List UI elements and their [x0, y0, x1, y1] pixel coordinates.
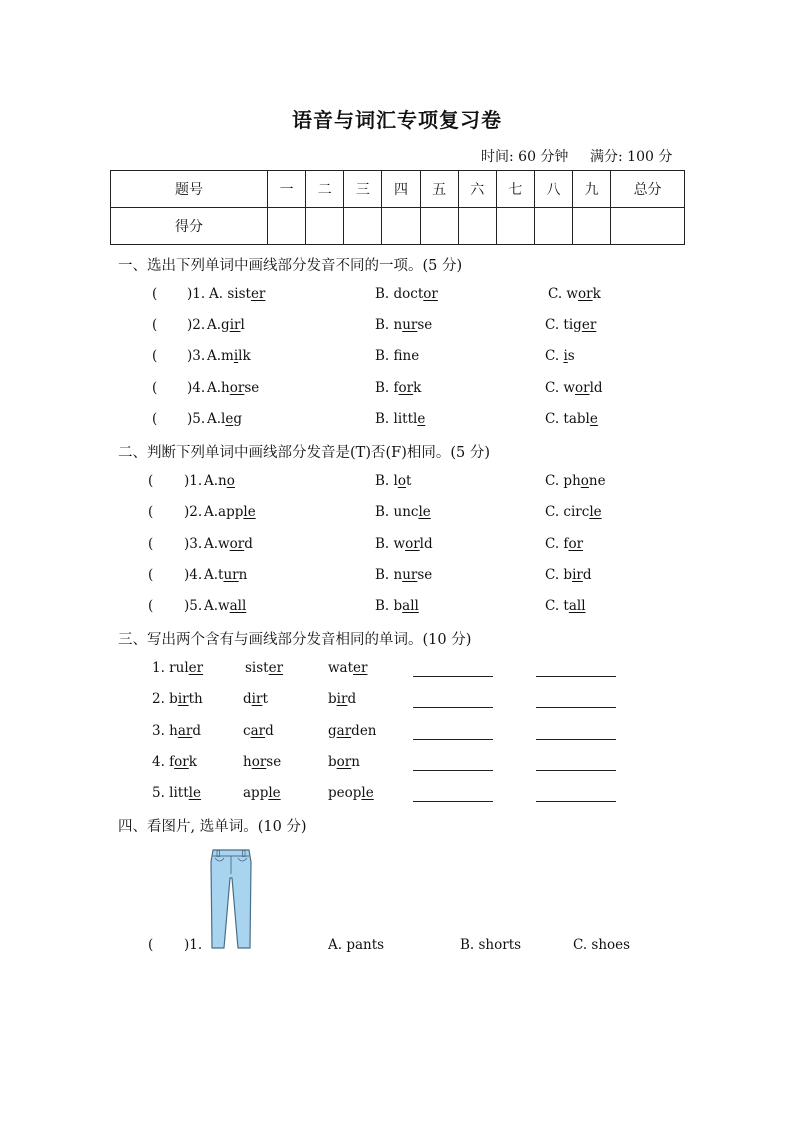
- answer-paren[interactable]: (: [148, 598, 154, 614]
- word-3: born: [328, 754, 360, 770]
- score-table-cell: 总分: [611, 171, 685, 208]
- exam-time: 时间: 60 分钟: [481, 149, 569, 165]
- word-3: bird: [328, 691, 357, 707]
- word-1: 3. hard: [152, 723, 202, 739]
- answer-paren[interactable]: (: [148, 504, 154, 520]
- word-3: people: [328, 785, 374, 801]
- word-3: water: [328, 660, 368, 676]
- option-a: A.no: [204, 473, 235, 489]
- pants-icon: [208, 848, 254, 950]
- answer-paren[interactable]: (: [148, 536, 154, 552]
- answer-blank[interactable]: [413, 707, 493, 708]
- word-2: dirt: [243, 691, 268, 707]
- option-b: B. world: [375, 536, 433, 552]
- option-c: C. tall: [545, 598, 586, 614]
- answer-blank[interactable]: [536, 801, 616, 802]
- option-b[interactable]: B. doctor: [375, 286, 438, 302]
- answer-blank[interactable]: [413, 770, 493, 771]
- section-2-heading: 二、判断下列单词中画线部分发音是(T)否(F)相同。(5 分): [118, 445, 491, 461]
- option-a[interactable]: A.horse: [207, 380, 260, 396]
- word-2: card: [243, 723, 274, 739]
- question-number: )5.: [184, 598, 203, 614]
- question-number: )3.: [184, 536, 203, 552]
- score-input-cell[interactable]: [611, 208, 685, 245]
- answer-paren[interactable]: (: [152, 286, 158, 302]
- option-a[interactable]: A.milk: [207, 348, 251, 364]
- option-a: A.apple: [204, 504, 256, 520]
- option-a[interactable]: A. pants: [328, 937, 385, 953]
- answer-blank[interactable]: [536, 739, 616, 740]
- option-c[interactable]: C. work: [548, 286, 601, 302]
- option-c[interactable]: C. world: [545, 380, 603, 396]
- question-number: )2.: [187, 317, 206, 333]
- option-b: B. ball: [375, 598, 419, 614]
- option-b[interactable]: B. fork: [375, 380, 422, 396]
- score-table-cell: 三: [344, 171, 382, 208]
- answer-blank[interactable]: [536, 676, 616, 677]
- word-2: sister: [245, 660, 284, 676]
- question-number: )1.: [184, 937, 203, 953]
- option-c: C. circle: [545, 504, 602, 520]
- word-3: garden: [328, 723, 377, 739]
- score-input-cell[interactable]: [306, 208, 344, 245]
- answer-blank[interactable]: [413, 801, 493, 802]
- option-c[interactable]: C. is: [545, 348, 575, 364]
- option-a[interactable]: A.girl: [207, 317, 245, 333]
- score-table-cell: 四: [382, 171, 420, 208]
- answer-paren[interactable]: (: [152, 411, 158, 427]
- option-b: B. lot: [375, 473, 412, 489]
- score-table-cell: 一: [268, 171, 306, 208]
- word-2: apple: [243, 785, 281, 801]
- answer-paren[interactable]: (: [148, 567, 154, 583]
- answer-paren[interactable]: (: [152, 317, 158, 333]
- option-b[interactable]: B. little: [375, 411, 426, 427]
- answer-paren[interactable]: (: [152, 380, 158, 396]
- option-b: B. uncle: [375, 504, 431, 520]
- word-1: 1. ruler: [152, 660, 204, 676]
- score-input-cell[interactable]: [382, 208, 420, 245]
- question-number: )2.: [184, 504, 203, 520]
- section-1-heading: 一、选出下列单词中画线部分发音不同的一项。(5 分): [118, 258, 463, 274]
- score-input-cell[interactable]: [458, 208, 496, 245]
- section-4-heading: 四、看图片, 选单词。(10 分): [118, 819, 307, 835]
- word-1: 4. fork: [152, 754, 197, 770]
- score-input-cell[interactable]: [534, 208, 572, 245]
- question-number: )3.: [187, 348, 206, 364]
- answer-paren[interactable]: (: [148, 473, 154, 489]
- word-1: 2. birth: [152, 691, 203, 707]
- score-input-cell[interactable]: [573, 208, 611, 245]
- option-c: C. phone: [545, 473, 606, 489]
- score-table-cell: 七: [496, 171, 534, 208]
- answer-blank[interactable]: [536, 707, 616, 708]
- score-table-cell: 题号: [111, 171, 268, 208]
- score-table-cell: 得分: [111, 208, 268, 245]
- score-table-header-row: [111, 171, 685, 208]
- answer-paren[interactable]: (: [152, 348, 158, 364]
- question-number: )1.: [187, 286, 206, 302]
- option-a[interactable]: A. sister: [209, 286, 266, 302]
- score-input-cell[interactable]: [344, 208, 382, 245]
- page-title: 语音与词汇专项复习卷: [292, 108, 502, 132]
- word-2: horse: [243, 754, 282, 770]
- answer-blank[interactable]: [413, 676, 493, 677]
- score-table-cell: 二: [306, 171, 344, 208]
- score-input-cell[interactable]: [496, 208, 534, 245]
- score-input-cell[interactable]: [268, 208, 306, 245]
- score-table-score-row: [111, 208, 685, 245]
- option-a: A.word: [204, 536, 253, 552]
- score-table-cell: 九: [573, 171, 611, 208]
- answer-paren[interactable]: (: [148, 937, 154, 953]
- option-c: C. bird: [545, 567, 592, 583]
- option-b[interactable]: B. fne: [375, 348, 420, 364]
- section-3-heading: 三、写出两个含有与画线部分发音相同的单词。(10 分): [118, 632, 472, 648]
- score-table-cell: 五: [420, 171, 458, 208]
- answer-blank[interactable]: [413, 739, 493, 740]
- option-c[interactable]: C. tiger: [545, 317, 597, 333]
- option-a: A.turn: [204, 567, 248, 583]
- option-b: B. nurse: [375, 567, 433, 583]
- option-a: A.wall: [204, 598, 247, 614]
- score-table: [110, 170, 685, 245]
- option-c: C. for: [545, 536, 584, 552]
- score-table-cell: 八: [534, 171, 572, 208]
- answer-blank[interactable]: [536, 770, 616, 771]
- score-input-cell[interactable]: [420, 208, 458, 245]
- option-a[interactable]: A.leg: [207, 411, 243, 427]
- question-number: )4.: [184, 567, 203, 583]
- full-score: 满分: 100 分: [590, 149, 673, 165]
- word-1: 5. little: [152, 785, 201, 801]
- option-b[interactable]: B. nurse: [375, 317, 433, 333]
- option-c[interactable]: C. shoes: [573, 937, 631, 953]
- question-number: )5.: [187, 411, 206, 427]
- score-table-cell: 六: [458, 171, 496, 208]
- question-number: )4.: [187, 380, 206, 396]
- option-c[interactable]: C. table: [545, 411, 598, 427]
- question-number: )1.: [184, 473, 203, 489]
- option-b[interactable]: B. shorts: [460, 937, 522, 953]
